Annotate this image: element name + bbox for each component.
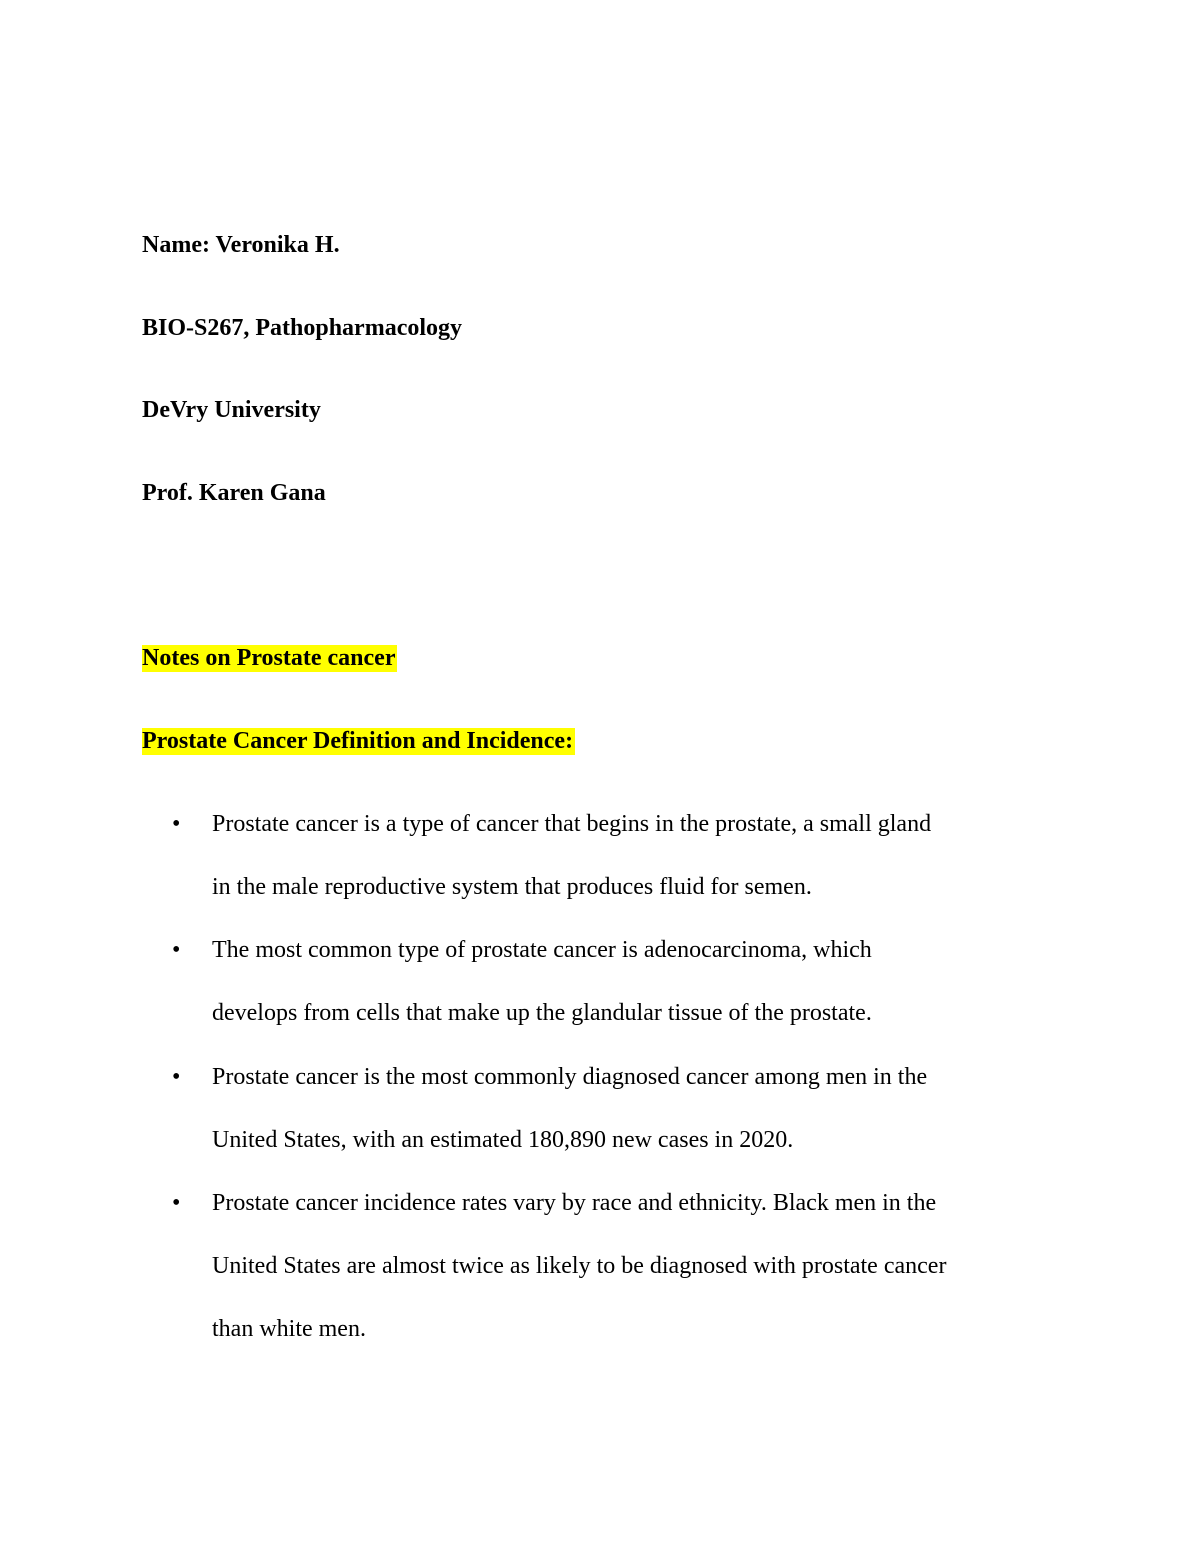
bullet-3-line-1: Prostate cancer is the most commonly diagnosed cancer among men in the [212,1064,928,1090]
section-heading-highlight: Prostate Cancer Definition and Incidence: [142,728,574,754]
bullet-icon: • [172,1064,181,1090]
professor-name: Prof. Karen Gana [142,480,326,506]
bullet-2-line-2: develops from cells that make up the glandular tissue of the prostate. [212,1000,872,1026]
bullet-3-line-2: United States, with an estimated 180,890 new cases in 2020. [212,1127,794,1153]
bullet-icon: • [172,937,181,963]
section-heading [142,726,575,756]
bullet-icon: • [172,811,181,837]
bullet-1-line-2: in the male reproductive system that produces fluid for semen. [212,874,812,900]
bullet-4-line-2: United States are almost twice as likely to be diagnosed with prostate cancer [212,1253,947,1279]
bullet-2-line-1: The most common type of prostate cancer is adenocarcinoma, which [212,937,872,963]
bullet-1-line-1: Prostate cancer is a type of cancer that begins in the prostate, a small gland [212,811,932,837]
bullet-icon: • [172,1190,181,1216]
notes-title-highlight: Notes on Prostate cancer [142,645,396,671]
notes-title [142,643,397,673]
student-name: Name: Veronika H. [142,232,340,258]
bullet-4-line-3: than white men. [212,1316,366,1342]
bullet-4-line-1: Prostate cancer incidence rates vary by race and ethnicity. Black men in the [212,1190,937,1216]
course-title: BIO-S267, Pathopharmacology [142,315,463,341]
university-name: DeVry University [142,397,321,423]
